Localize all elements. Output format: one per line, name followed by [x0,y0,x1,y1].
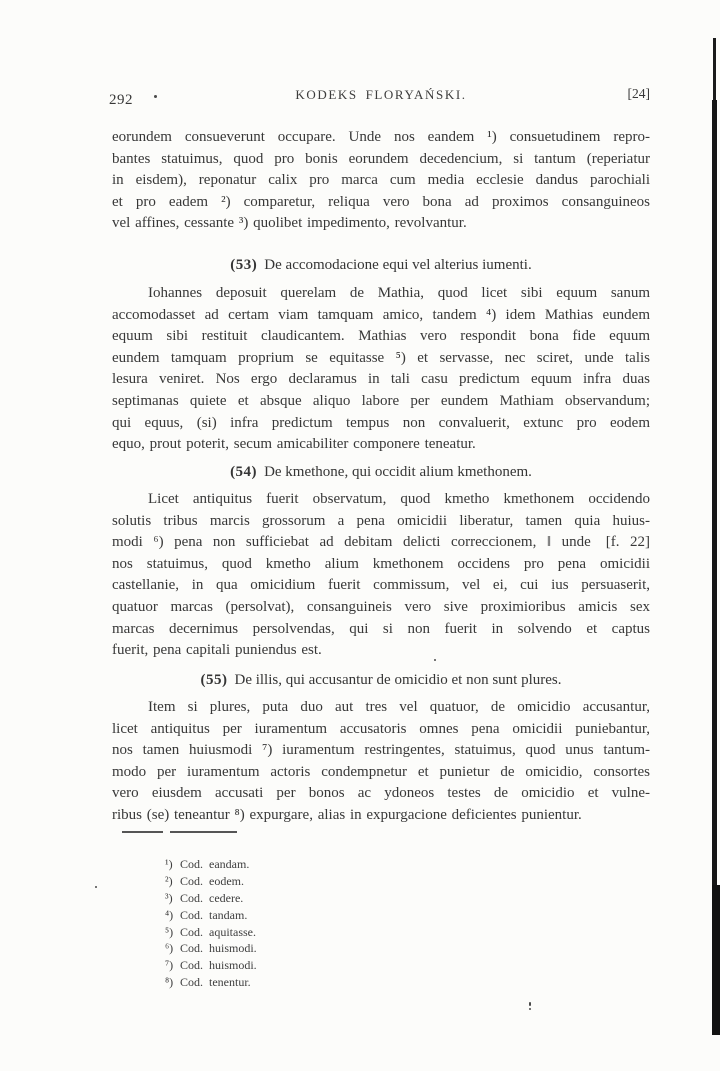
text-line: septimanas quiete et absque aliquo labore per eundem Mathiam observandum; [112,392,650,409]
paragraph-continuation [112,127,650,235]
section-title: De kmethone, qui occidit alium kmethonem. [264,464,532,480]
text-line: castellanie, in qua omicidium fuerit commissum, vel ei, cui ius persuaserit, [112,577,650,594]
footnote-mark: ¹) [165,857,173,871]
text-line: nos tamen huiusmodi ⁷) iuramentum restringentes, statuimus, quod unus tantum- [112,742,650,759]
section-heading-53 [112,255,650,276]
text-line: vero eiusdem accusati per bonos ac ydoneos testes de omicidio et vulne- [112,785,650,802]
footnote-text: Cod. tenentur. [180,975,251,990]
section-number: (55) [200,672,228,688]
section-number: (54) [230,464,258,480]
footnote-text: Cod. eandam. [180,857,250,871]
footnote [165,940,257,957]
scan-speck [95,886,97,888]
folio-mark: [24] [627,86,650,101]
scan-speck [434,659,436,661]
text-line: eundem tamquam proprium se equitasse ⁵) et servasse, nec sciret, unde talis [112,349,650,366]
text-line: Iohannes deposuit querelam de Mathia, quod licet sibi equum sanum [148,285,650,301]
paragraph-section-53 [112,283,650,456]
running-title: KODEKS FLORYAŃSKI. [295,87,467,102]
footnote-mark: ⁶) [165,941,174,956]
footnote-mark: ⁴) [165,907,174,922]
footnote [165,873,257,890]
text-line: modi ⁶) pena non sufficiebat ad debitam delicti correccionem, ‖ unde [f. 22] [112,534,650,551]
text-line: eorundem consueverunt occupare. Unde nos eandem ¹) consuetudinem repro- [112,129,650,145]
text-line: modo per iuramentum actoris condempnetur et punietur de omicidio, consortes [112,763,650,780]
footnote-mark: ³) [165,890,173,905]
footnote-rule [170,831,237,833]
text-line: vel affines, cessante ³) quolibet impedimento, revolvantur. [112,215,467,232]
scan-speck [529,1008,531,1010]
page-number: 292 [109,92,133,108]
scan-artifact-right-bar [712,885,720,1035]
footnotes-block [165,856,257,991]
text-line: equum sibi restituit claudicantem. Mathias vero respondit bona fide equum [112,328,650,345]
text-line: quatuor marcas (persolvat), consanguineis vero sive proximioribus amicis sex [112,598,650,615]
footnote [165,856,257,873]
text-line: bantes statuimus, quod pro bonis eorundem decedencium, si tantum (reperiatur [112,150,650,167]
text-line: Licet antiquitus fuerit observatum, quod kmetho kmethonem occidendo [148,491,650,507]
text-line: lesura veniret. Nos ergo declaramus in tali casu predictum equum infra duas [112,371,650,388]
footnote-rule [122,831,163,833]
text-line: qui equus, (si) infra predictum tempus non convaluerit, extunc pro eodem [112,414,650,431]
footnote-text: Cod. tandam. [180,907,248,922]
footnote-mark: ⁷) [165,958,174,973]
scan-speck [529,1002,531,1006]
text-line: in eisdem), reponatur calix pro marca cum media ecclesie dandus parochiali [112,172,650,189]
section-heading-54 [112,462,650,483]
footnote [165,924,257,941]
text-line: licet antiquitus per iuramentum accusatoris omnes pena omicidii puniebantur, [112,720,650,737]
text-line: et pro eadem ²) comparetur, reliqua vero bona ad proximos consanguineos [112,193,650,210]
footnote-mark: ⁸) [165,975,174,990]
text-line: ribus (se) teneantur ⁸) expurgare, alias in expurgacione deficientes punientur. [112,806,582,823]
footnote-text: Cod. huismodi. [180,941,257,956]
paragraph-section-54 [112,489,650,662]
footnote-mark: ⁵) [165,924,174,939]
text-line: fuerit, pena capitali puniendus est. [112,642,322,659]
text-line: solutis tribus marcis grossorum a pena omicidii liberatur, tamen quia huius- [112,512,650,529]
footnote [165,957,257,974]
footnote-text: Cod. eodem. [180,873,244,888]
scan-artifact-right-bar [713,38,716,108]
text-line: nos statuimus, quod kmetho alium kmethonem occidens pro pena omicidii [112,555,650,572]
footnote-mark: ²) [165,873,173,888]
scan-speck [154,95,157,98]
section-number: (53) [230,257,258,273]
section-title: De accomodacione equi vel alterius iumenti. [264,257,532,273]
footnote-text: Cod. huismodi. [180,958,257,973]
section-title: De illis, qui accusantur de omicidio et non sunt plures. [234,672,562,688]
section-heading-55 [112,670,650,691]
text-line: accomodasset ad certam viam tamquam amico, tandem ⁴) idem Mathias eundem [112,306,650,323]
text-line: equo, prout poterit, secum amicabiliter componere teneatur. [112,436,476,453]
footnote [165,974,257,991]
footnote [165,907,257,924]
footnote-text: Cod. aquitasse. [180,924,256,939]
scan-artifact-right-bar [712,100,717,890]
footnote [165,890,257,907]
footnote-text: Cod. cedere. [180,890,244,905]
text-line: marcas decernimus persolvendas, qui si non fuerit in solvendo et captus [112,620,650,637]
paragraph-section-55 [112,697,650,827]
text-line: Item si plures, puta duo aut tres vel quatuor, de omicidio accusantur, [148,699,650,715]
